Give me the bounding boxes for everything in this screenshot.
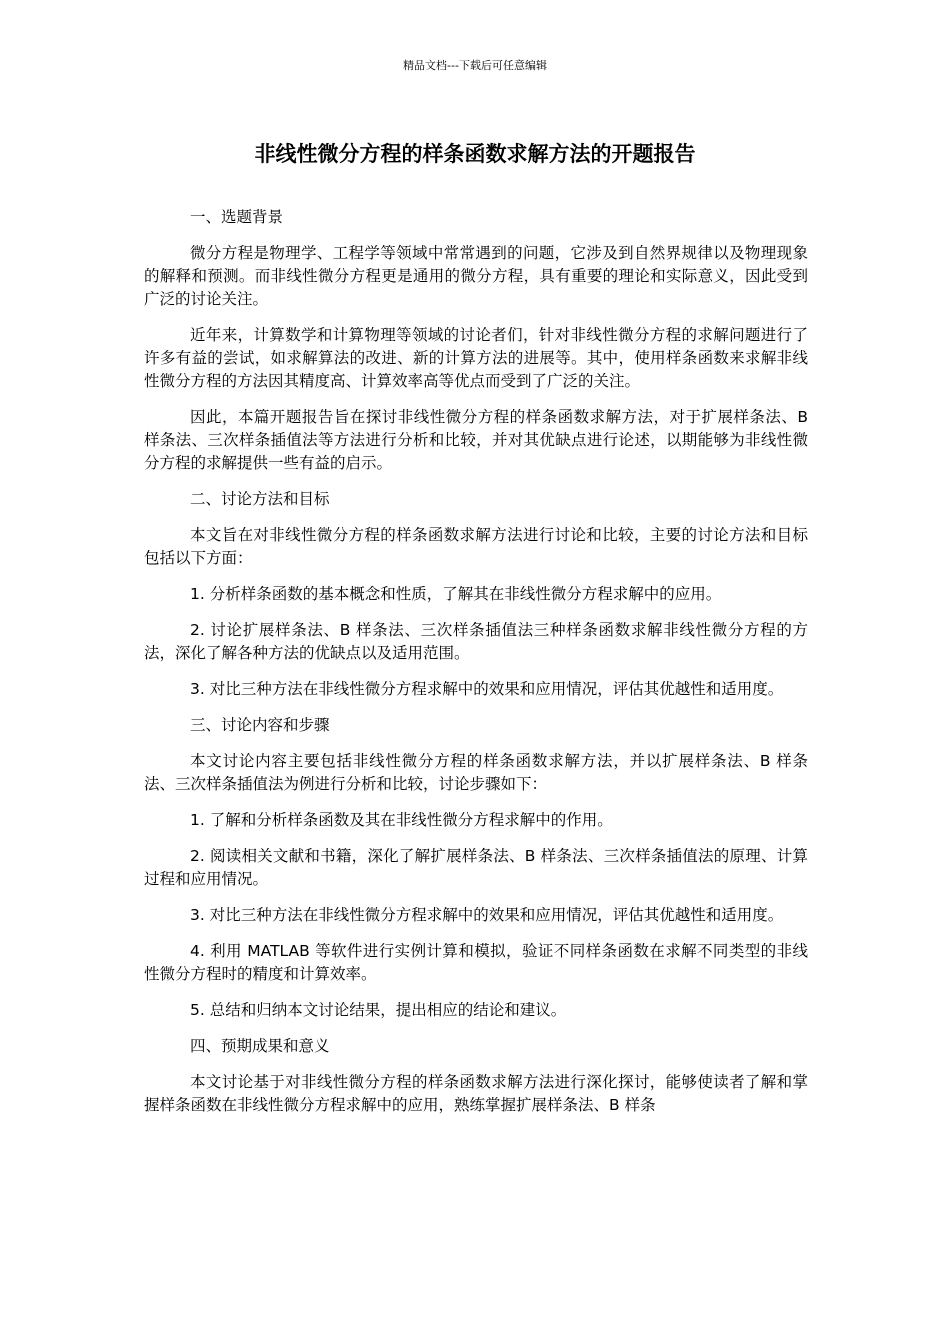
section-heading: 二、讨论方法和目标 bbox=[190, 490, 330, 508]
section-heading: 四、预期成果和意义 bbox=[190, 1037, 330, 1055]
body-paragraph: 因此，本篇开题报告旨在探讨非线性微分方程的样条函数求解方法，对于扩展样条法、B 样条法、三次样条插值法等方法进行分析和比较，并对其优缺点进行论述，以期能够为非线性微分方程的求解提供一些有益的启示。 bbox=[144, 408, 808, 472]
body-paragraph: 本文讨论内容主要包括非线性微分方程的样条函数求解方法，并以扩展样条法、B 样条法、三次样条插值法为例进行分析和比较，讨论步骤如下： bbox=[144, 752, 808, 793]
body-paragraph: 本文旨在对非线性微分方程的样条函数求解方法进行讨论和比较，主要的讨论方法和目标包括以下方面： bbox=[144, 526, 808, 567]
list-item: 3. 对比三种方法在非线性微分方程求解中的效果和应用情况，评估其优越性和适用度。 bbox=[190, 906, 784, 924]
list-item: 1. 了解和分析样条函数及其在非线性微分方程求解中的作用。 bbox=[190, 811, 613, 829]
document-title: 非线性微分方程的样条函数求解方法的开题报告 bbox=[254, 142, 696, 166]
list-item: 2. 讨论扩展样条法、B 样条法、三次样条插值法三种样条函数求解非线性微分方程的方法，深化了解各种方法的优缺点以及适用范围。 bbox=[144, 621, 808, 662]
list-item: 2. 阅读相关文献和书籍，深化了解扩展样条法、B 样条法、三次样条插值法的原理、计算过程和应用情况。 bbox=[144, 847, 808, 888]
body-paragraph: 近年来，计算数学和计算物理等领域的讨论者们，针对非线性微分方程的求解问题进行了许多有益的尝试，如求解算法的改进、新的计算方法的进展等。其中，使用样条函数来求解非线性微分方程的方法因其精度高、计算效率高等优点而受到了广泛的关注。 bbox=[144, 326, 808, 390]
section-heading: 一、选题背景 bbox=[190, 208, 284, 226]
list-item: 3. 对比三种方法在非线性微分方程求解中的效果和应用情况，评估其优越性和适用度。 bbox=[190, 680, 784, 698]
list-item: 1. 分析样条函数的基本概念和性质，了解其在非线性微分方程求解中的应用。 bbox=[190, 585, 722, 603]
body-paragraph: 微分方程是物理学、工程学等领域中常常遇到的问题，它涉及到自然界规律以及物理现象的解释和预测。而非线性微分方程更是通用的微分方程，具有重要的理论和实际意义，因此受到广泛的讨论关注。 bbox=[144, 244, 808, 308]
list-item: 4. 利用 MATLAB 等软件进行实例计算和模拟，验证不同样条函数在求解不同类型的非线性微分方程时的精度和计算效率。 bbox=[144, 942, 808, 983]
body-paragraph: 本文讨论基于对非线性微分方程的样条函数求解方法进行深化探讨，能够使读者了解和掌握样条函数在非线性微分方程求解中的应用，熟练掌握扩展样条法、B 样条 bbox=[144, 1073, 808, 1114]
document-body bbox=[144, 206, 808, 1130]
list-item: 5. 总结和归纳本文讨论结果，提出相应的结论和建议。 bbox=[190, 1001, 567, 1019]
header-note: 精品文档---下载后可任意编辑 bbox=[403, 59, 547, 72]
section-heading: 三、讨论内容和步骤 bbox=[190, 716, 330, 734]
